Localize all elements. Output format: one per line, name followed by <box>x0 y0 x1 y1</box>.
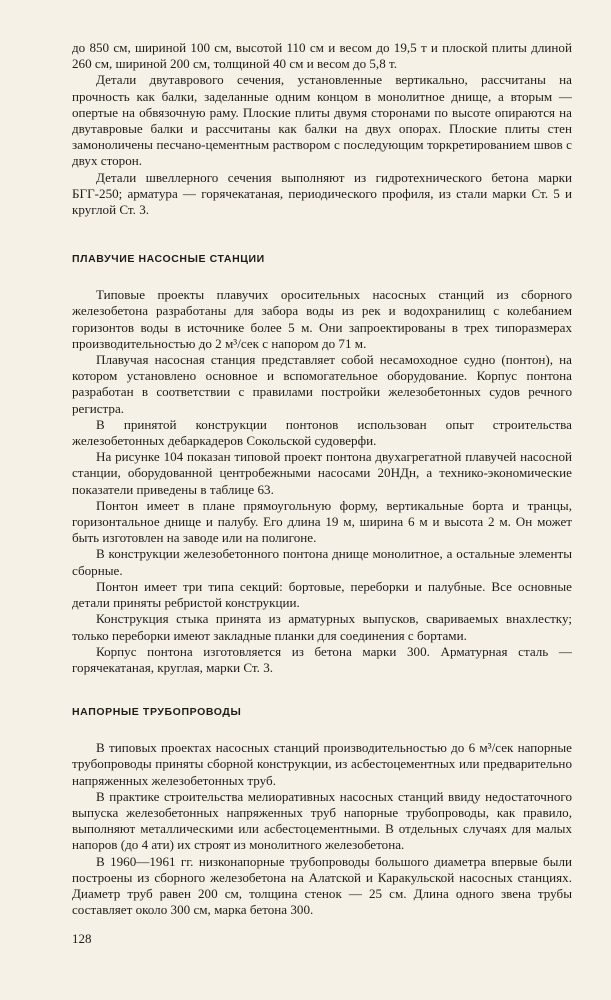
intro-paragraph-1: до 850 см, шириной 100 см, высотой 110 см и весом до 19,5 т и плоской плиты длиной 260 см, шириной 200 см, толщиной 40 см и весом до 5,8 т. <box>72 40 572 72</box>
pipelines-paragraph-2: В практике строительства мелиоративных насосных станций ввиду недостаточного выпуска железобетонных напряженных труб напорные трубопроводы, как правило, выполняют металлическими или асбестоцементными. В отдельных случаях для малых напоров (до 4 ати) их строят из монолитного железобетона. <box>72 788 572 853</box>
intro-paragraph-2: Детали двутаврового сечения, установленные вертикально, рассчитаны на прочность как балки, заделанные одним концом в монолитное днище, а вторым — опертые на обвязочную раму. Плоские плиты двумя сторонами по высоте опираются на двутавровые балки и рассчитаны как балки на двух опорах. Плоские плиты стен замоноличены песчано-цементным раствором с последующим торкретированием швов с двух сторон. <box>72 72 572 169</box>
floating-paragraph-5: Понтон имеет в плане прямоугольную форму, вертикальные борта и транцы, горизонтальное днище и палубу. Его длина 19 м, ширина 6 м и высота 2 м. Он может быть изготовлен на заводе или на полигоне. <box>72 497 572 546</box>
floating-paragraph-1: Типовые проекты плавучих оросительных насосных станций из сборного железобетона разработаны для забора воды из рек и водохранилищ с колебанием горизонтов воды в источнике более 5 м. Они запроектированы в трех типоразмерах производительностью до 2 м³/сек с напором до 71 м. <box>72 287 572 351</box>
section-heading-pressure-pipelines: НАПОРНЫЕ ТРУБОПРОВОДЫ <box>72 706 242 719</box>
pipelines-paragraph-1: В типовых проектах насосных станций производительностью до 6 м³/сек напорные трубопроводы приняты сборной конструкции, из асбестоцементных или предварительно напряженных железобетонных труб. <box>72 740 572 788</box>
floating-paragraph-2: Плавучая насосная станция представляет собой несамоходное судно (понтон), на котором установлено основное и вспомогательное оборудование. Корпус понтона разработан в соответствии с правилами постройки железобетонных судов речного регистра. <box>72 352 572 416</box>
floating-paragraph-8: Конструкция стыка принята из арматурных выпусков, свариваемых внахлестку; только переборки имеют закладные планки для соединения с бортами. <box>72 611 572 643</box>
section-heading-floating-stations: ПЛАВУЧИЕ НАСОСНЫЕ СТАНЦИИ <box>72 253 265 266</box>
pipelines-paragraph-3: В 1960—1961 гг. низконапорные трубопроводы большого диаметра впервые были построены из сборного железобетона на Алатской и Каракульской насосных станциях. Диаметр труб равен 200 см, толщина стенок — 25 см. Длина одного звена трубы составляет около 300 см, марка бетона 300. <box>72 853 572 918</box>
floating-paragraph-6: В конструкции железобетонного понтона днище монолитное, а остальные элементы сборные. <box>72 546 572 578</box>
page-number: 128 <box>72 931 92 946</box>
floating-paragraph-9: Корпус понтона изготовляется из бетона марки 300. Арматурная сталь — горячекатаная, круглая, марки Ст. 3. <box>72 643 572 675</box>
floating-paragraph-4: На рисунке 104 показан типовой проект понтона двухагрегатной плавучей насосной станции, оборудованной центробежными насосами 20НДн, а технико-экономические показатели приведены в таблице 63. <box>72 449 572 497</box>
intro-paragraph-3: Детали швеллерного сечения выполняют из гидротехнического бетона марки БГГ-250; арматура — горячекатаная, периодического профиля, из стали марки Ст. 5 и круглой Ст. 3. <box>72 169 572 218</box>
floating-paragraph-3: В принятой конструкции понтонов использован опыт строительства железобетонных дебаркадеров Сокольской судоверфи. <box>72 416 572 449</box>
floating-paragraph-7: Понтон имеет три типа секций: бортовые, переборки и палубные. Все основные детали приняты ребристой конструкции. <box>72 578 572 611</box>
page-content <box>72 40 572 918</box>
